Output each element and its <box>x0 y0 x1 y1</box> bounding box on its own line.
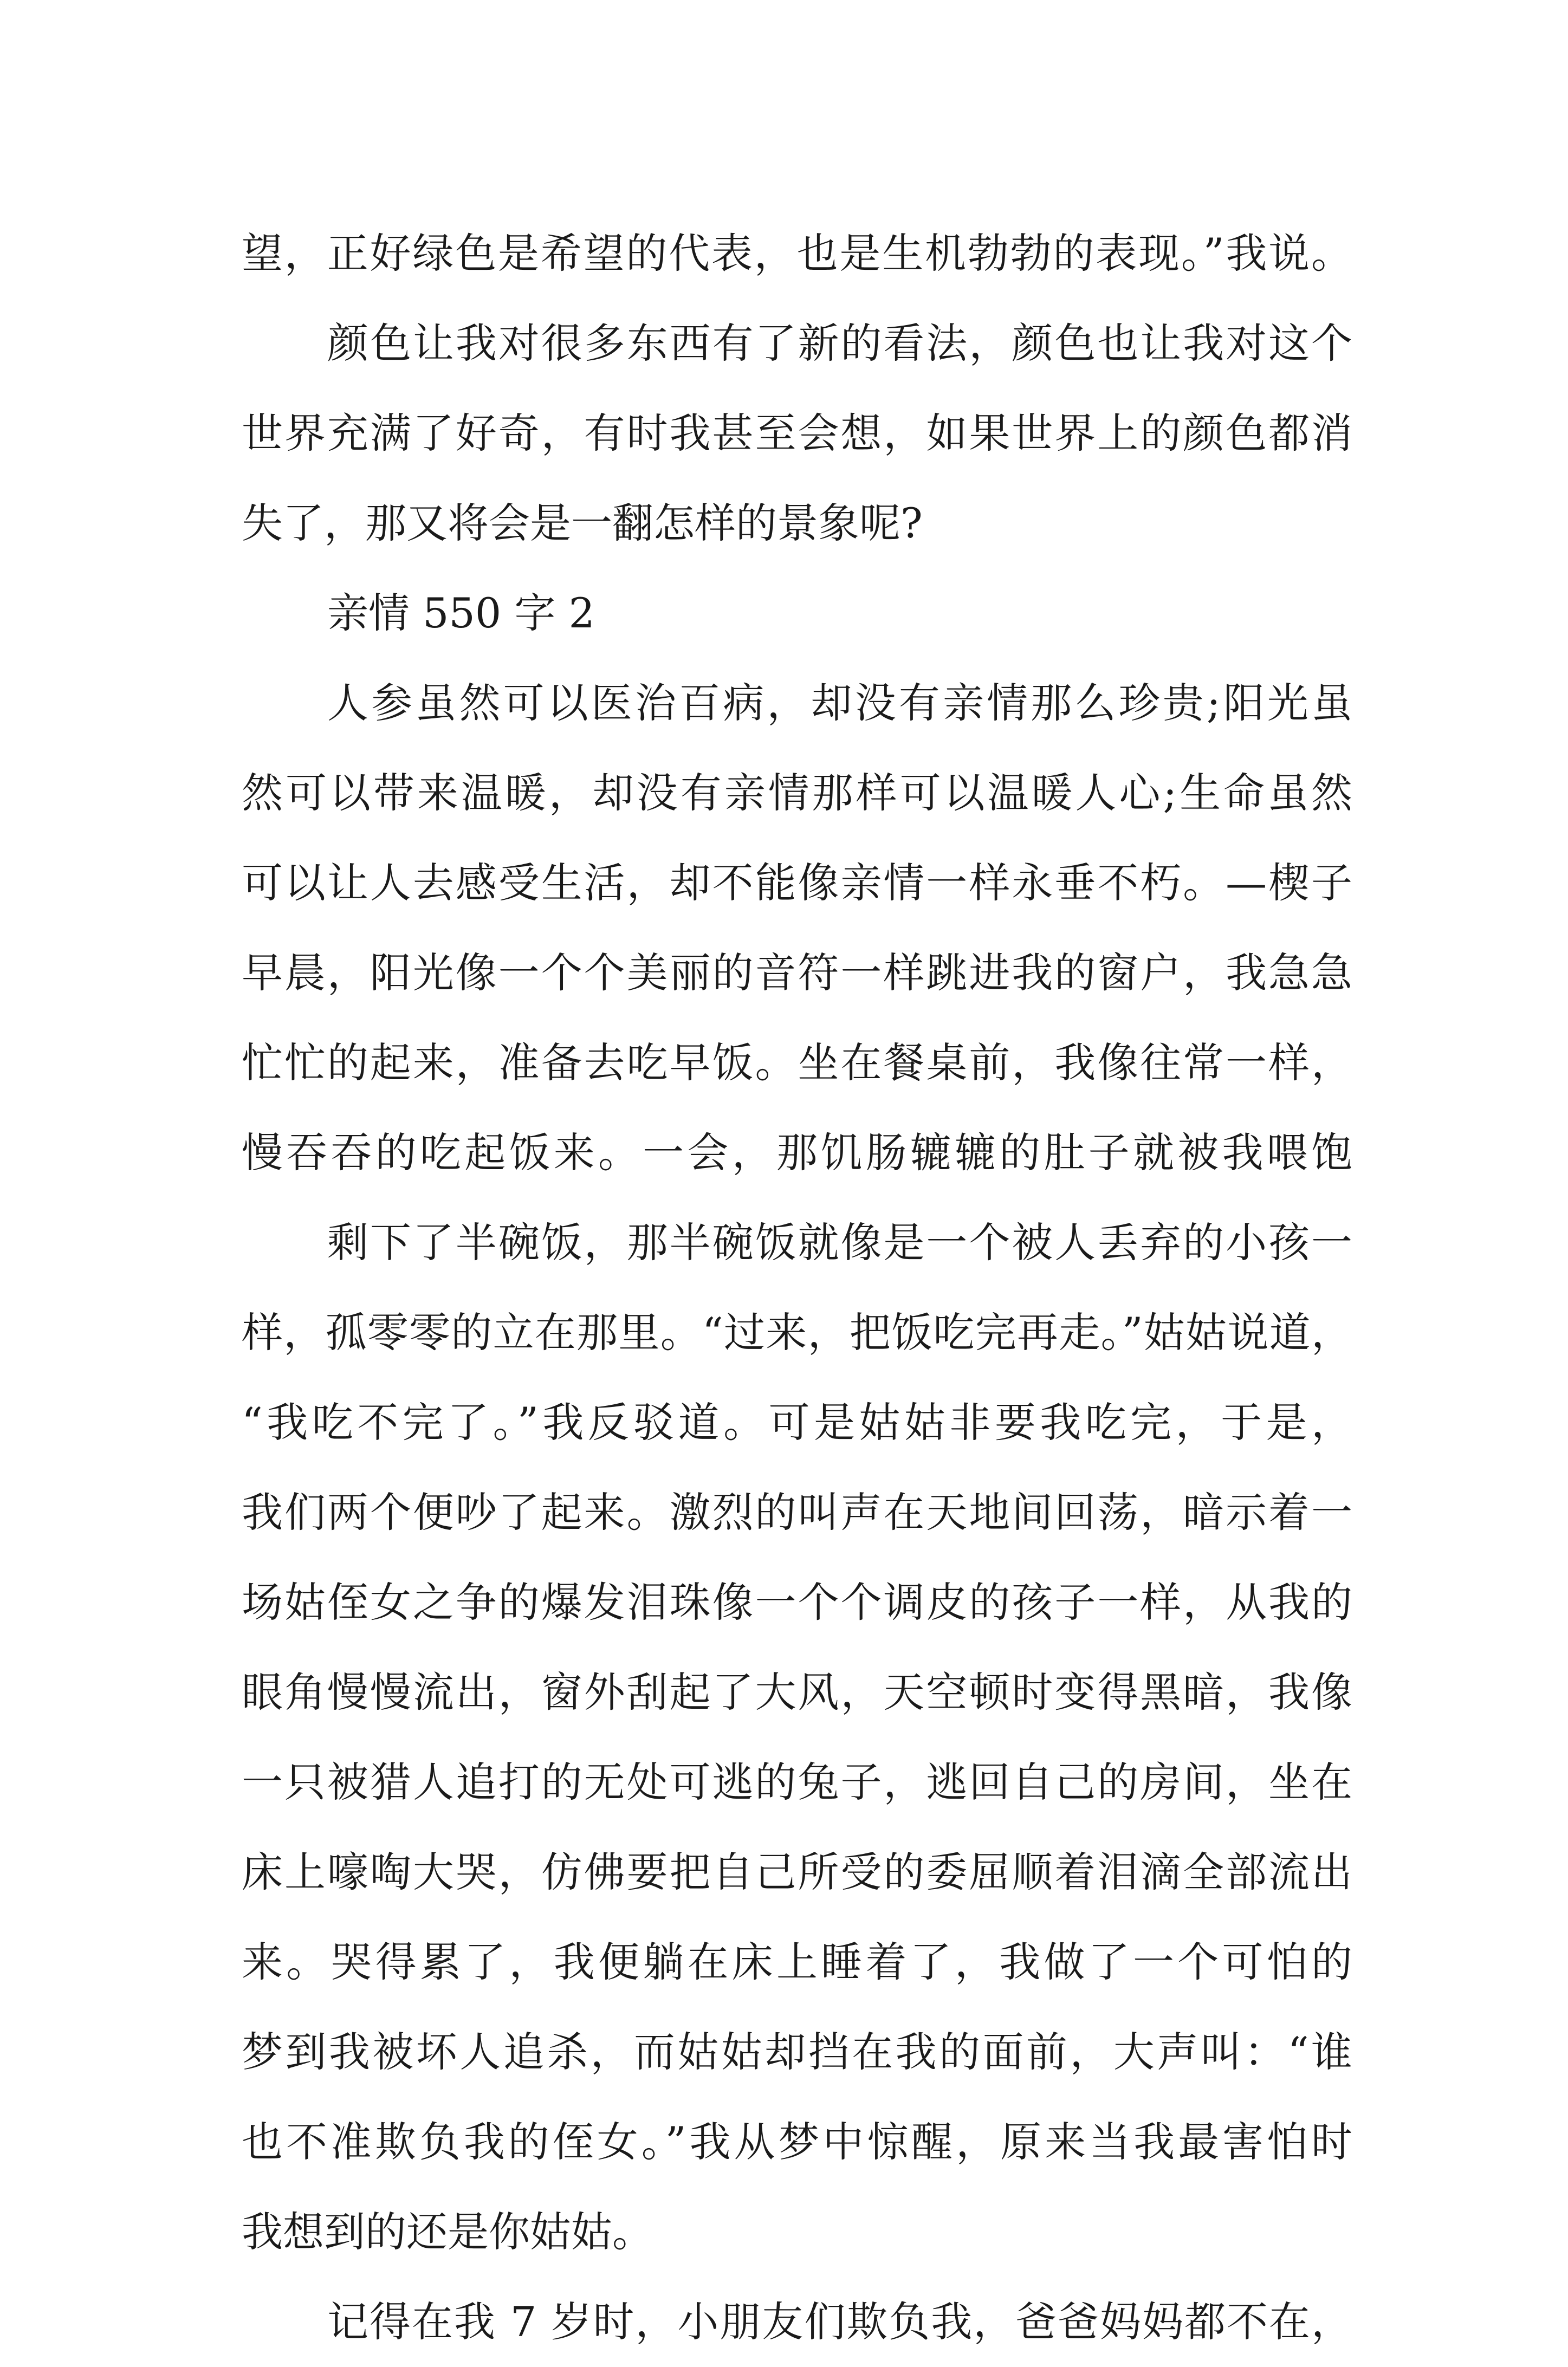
text-line: 望，正好绿色是希望的代表，也是生机勃勃的表现。”我说。 <box>242 229 1352 277</box>
paragraph-first-line: 颜色让我对很多东西有了新的看法，颜色也让我对这个 <box>327 319 1352 367</box>
text-line: 可以让人去感受生活，却不能像亲情一样永垂不朽。—楔子 <box>242 859 1352 907</box>
body-text <box>242 209 1352 2367</box>
paragraph-first-line: 剩下了半碗饭，那半碗饭就像是一个被人丢弃的小孩一 <box>327 1218 1352 1267</box>
text-line: 一只被猎人追打的无处可逃的兔子，逃回自己的房间，坐在 <box>242 1758 1352 1806</box>
section-heading: 亲情 550 字 2 <box>327 589 595 637</box>
text-line: 慢吞吞的吃起饭来。一会，那饥肠辘辘的肚子就被我喂饱 <box>242 1129 1352 1177</box>
text-line: 样，孤零零的立在那里。“过来，把饭吃完再走。”姑姑说道， <box>242 1308 1352 1357</box>
text-line: 然可以带来温暖，却没有亲情那样可以温暖人心;生命虽然 <box>242 769 1352 817</box>
text-line: 眼角慢慢流出，窗外刮起了大风，天空顿时变得黑暗，我像 <box>242 1668 1352 1716</box>
text-line: 梦到我被坏人追杀，而姑姑却挡在我的面前，大声叫：“谁 <box>242 2028 1352 2076</box>
text-line: “我吃不完了。”我反驳道。可是姑姑非要我吃完，于是， <box>242 1398 1352 1447</box>
paragraph-first-line: 记得在我 7 岁时，小朋友们欺负我，爸爸妈妈都不在， <box>327 2298 1352 2346</box>
text-line: 忙忙的起来，准备去吃早饭。坐在餐桌前，我像往常一样， <box>242 1039 1352 1087</box>
text-line: 我想到的还是你姑姑。 <box>242 2208 653 2256</box>
text-line: 床上嚎啕大哭，仿佛要把自己所受的委屈顺着泪滴全部流出 <box>242 1848 1352 1896</box>
text-line: 早晨，阳光像一个个美丽的音符一样跳进我的窗户，我急急 <box>242 949 1352 997</box>
text-line: 世界充满了好奇，有时我甚至会想，如果世界上的颜色都消 <box>242 409 1352 457</box>
text-line: 场姑侄女之争的爆发泪珠像一个个调皮的孩子一样，从我的 <box>242 1578 1352 1626</box>
text-line: 我们两个便吵了起来。激烈的叫声在天地间回荡，暗示着一 <box>242 1488 1352 1536</box>
text-line: 来。哭得累了，我便躺在床上睡着了，我做了一个可怕的 <box>242 1938 1352 1986</box>
text-line: 失了，那又将会是一翻怎样的景象呢? <box>242 499 923 547</box>
paragraph-first-line: 人参虽然可以医治百病，却没有亲情那么珍贵;阳光虽 <box>327 679 1352 727</box>
text-line: 也不准欺负我的侄女。”我从梦中惊醒，原来当我最害怕时 <box>242 2118 1352 2166</box>
